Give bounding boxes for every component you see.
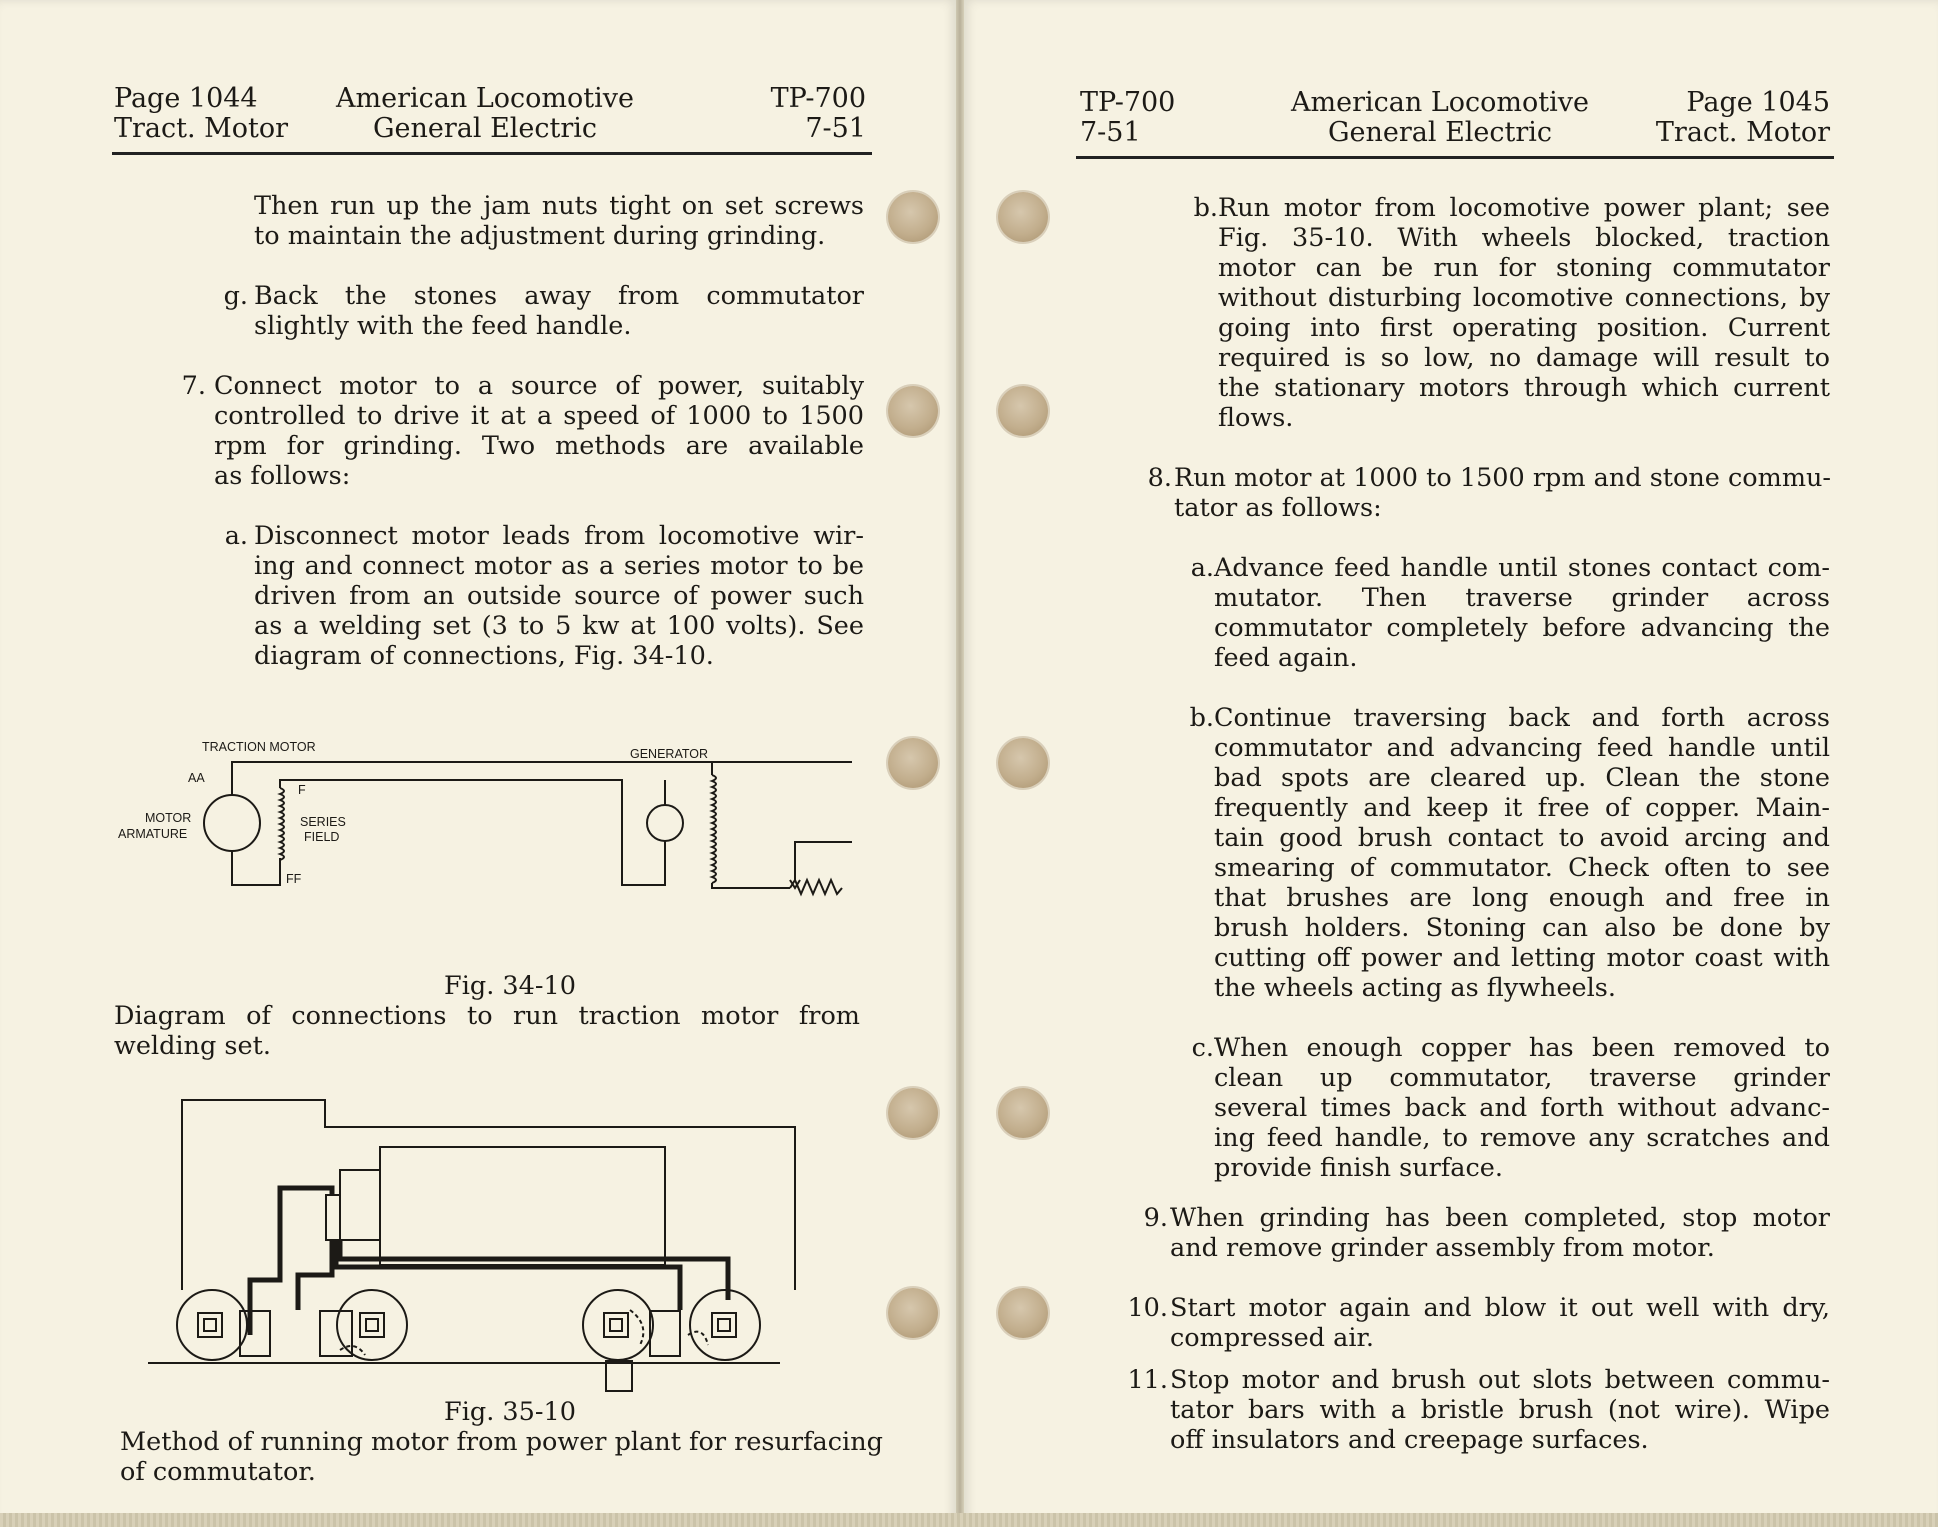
series-field-coil [280,788,284,860]
left-header-doc: TP-700 7-51 [770,83,866,144]
right-para-a8: Advance feed handle until stones contact com- mutator. Then traverse grinder across commutator completely before advancing the feed again. [1214,553,1830,673]
punch-hole [998,1088,1048,1138]
right-8-label: 8. [1147,463,1172,493]
left-para-a: Disconnect motor leads from locomotive wir- ing and connect motor as a series motor to be driven from an outside source of power such as a welding set (3 to 5 kw at 100 volts). See diagram of connections, Fig. 34-10. [254,521,864,671]
generator-symbol [647,805,683,841]
punch-hole [888,738,938,788]
right-10-label: 10. [1127,1293,1168,1323]
punch-hole [888,192,938,242]
left-g-label: g. [223,281,248,311]
left-header-company: American Locomotive General Electric [336,83,634,144]
punch-hole [998,738,1048,788]
generator-field-coil [712,775,716,883]
right-para-11: Stop motor and brush out slots between commu- tator bars with a bristle brush (not wire). Wipe off insulators and creepage surfaces. [1170,1365,1830,1455]
right-b-label: b. [1193,193,1218,223]
punch-hole [998,192,1048,242]
left-header-rule [112,152,872,155]
right-para-9: When grinding has been completed, stop motor and remove grinder assembly from motor. [1170,1203,1830,1263]
label-field: FIELD [304,830,340,844]
motor-armature-symbol [204,795,260,851]
right-header-doc: TP-700 7-51 [1080,87,1176,148]
right-9-label: 9. [1143,1203,1168,1233]
right-b8-label: b. [1189,703,1214,733]
right-para-8: Run motor at 1000 to 1500 rpm and stone commu- tator as follows: [1174,463,1832,523]
right-para-b: Run motor from locomotive power plant; see Fig. 35-10. With wheels blocked, traction motor can be run for stoning commutator without disturbing locomotive connections, by going into first operating position. Current required is so low, no damage will result to the stationary motors through which current flows. [1218,193,1830,433]
left-para-g: Back the stones away from commutator slightly with the feed handle. [254,281,864,341]
fig35-title: Fig. 35-10 [444,1397,576,1427]
left-para-cont: Then run up the jam nuts tight on set screws to maintain the adjustment during grinding. [254,191,864,251]
left-header-page: Page 1044 Tract. Motor [114,83,289,144]
right-header-rule [1076,156,1834,159]
right-para-10: Start motor again and blow it out well with dry, compressed air. [1170,1293,1830,1353]
left-a-label: a. [224,521,248,551]
right-header-company: American Locomotive General Electric [1291,87,1589,148]
fig34-caption: Diagram of connections to run traction motor from welding set. [114,1001,860,1061]
punch-hole [888,1288,938,1338]
right-c8-label: c. [1191,1033,1214,1063]
left-7-label: 7. [181,371,206,401]
label-aa: AA [188,771,205,785]
label-traction-motor: TRACTION MOTOR [202,740,316,754]
label-generator: GENERATOR [630,747,709,761]
right-11-label: 11. [1127,1365,1168,1395]
punch-hole [888,386,938,436]
fig34-wiring-diagram [110,730,870,910]
page-edge [0,1513,1938,1527]
punch-hole [998,1288,1048,1338]
left-para-7: Connect motor to a source of power, suitably controlled to drive it at a speed of 1000 to 1500 rpm for grinding. Two methods are available as follows: [214,371,864,491]
fig35-caption: Method of running motor from power plant for resurfacing of commutator. [120,1427,883,1487]
right-para-c8: When enough copper has been removed to clean up commutator, traverse grinder several times back and forth without advanc- ing feed handle, to remove any scratches and provide finish surface. [1214,1033,1830,1183]
label-series: SERIES [300,815,346,829]
label-motor: MOTOR [145,811,192,825]
punch-hole [888,1088,938,1138]
label-ff: FF [286,872,302,886]
book-gutter [956,0,964,1527]
fig34-title: Fig. 34-10 [444,971,576,1001]
right-para-b8: Continue traversing back and forth across commutator and advancing feed handle until bad spots are cleared up. Clean the stone frequently and keep it free of copper. Main- tain good brush contact to avoid arcing and smearing of commutator. Check often to see that brushes are long enough and free in brush holders. Stoning can also be done by cutting off power and letting motor coast with the wheels acting as flywheels. [1214,703,1830,1003]
punch-hole [998,386,1048,436]
right-header-page: Page 1045 Tract. Motor [1655,87,1830,148]
right-a8-label: a. [1190,553,1214,583]
label-armature: ARMATURE [118,827,188,841]
fig35-locomotive-diagram [140,1095,820,1395]
label-f: F [298,783,306,797]
